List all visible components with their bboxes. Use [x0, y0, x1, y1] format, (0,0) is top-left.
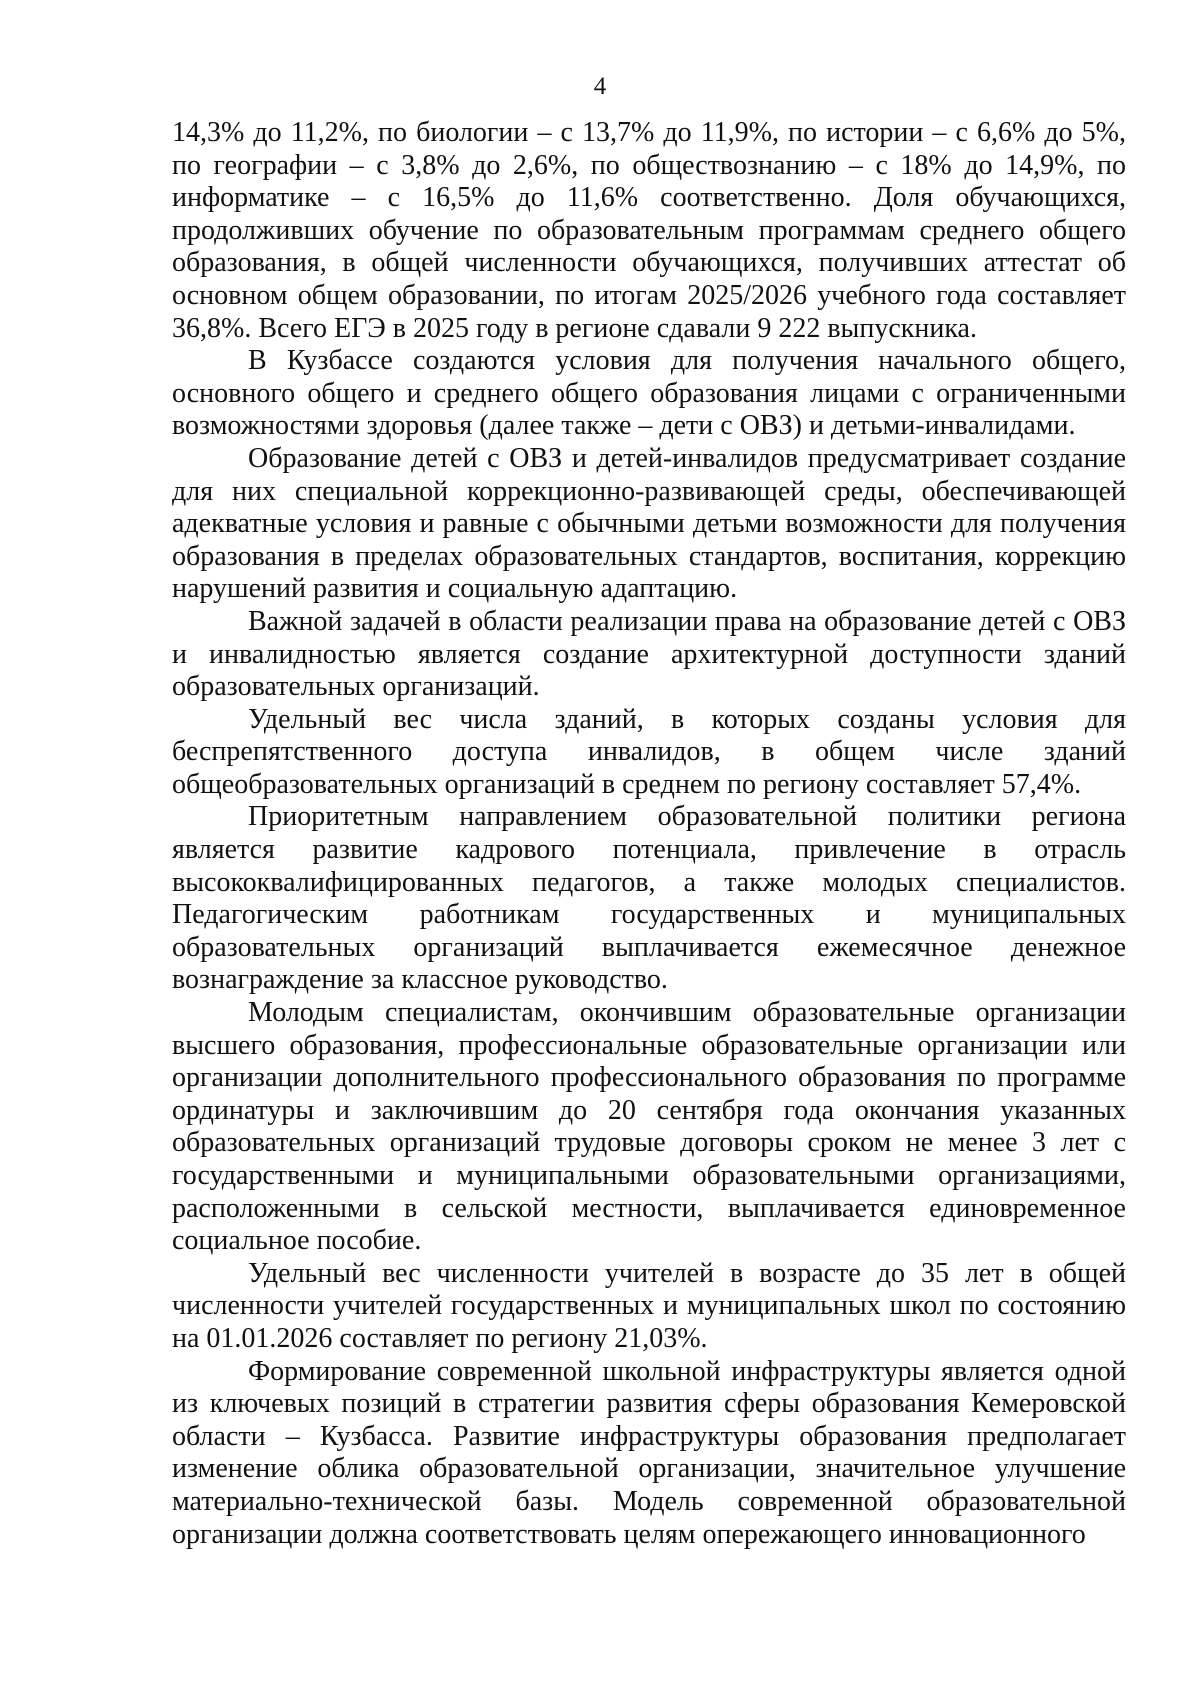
paragraph-education-ovz: Образование детей с ОВЗ и детей-инвалидов предусматривает создание для них специальной коррекционно-развивающей среды, обеспечивающей адекватные условия и равные с обычными детьми возможности для получения образования в пределах образовательных стандартов, воспитания, коррекцию нарушений развития и социальную адаптацию.: [172, 442, 1126, 605]
paragraph-staff-policy: Приоритетным направлением образовательной политики региона является развитие кадрового потенциала, привлечение в отрасль высококвалифицированных педагогов, а также молодых специалистов. Педагогическим работникам государственных и муниципальных образовательных организаций выплачивается ежемесячное денежное вознаграждение за классное руководство.: [172, 801, 1126, 996]
paragraph-teachers-under-35: Удельный вес численности учителей в возрасте до 35 лет в общей численности учителей государственных и муниципальных школ по состоянию на 01.01.2026 составляет по региону 21,03%.: [172, 1257, 1126, 1354]
paragraph-conditions-ovz: В Кузбассе создаются условия для получения начального общего, основного общего и среднего общего образования лицами с ограниченными возможностями здоровья (далее также – дети с ОВЗ) и детьми-инвалидами.: [172, 345, 1126, 442]
paragraph-architectural-access: Важной задачей в области реализации права на образование детей с ОВЗ и инвалидностью является создание архитектурной доступности зданий образовательных организаций.: [172, 605, 1126, 703]
page-number: 4: [593, 73, 607, 100]
document-body: [172, 117, 1126, 1551]
paragraph-buildings-share: Удельный вес числа зданий, в которых созданы условия для беспрепятственного доступа инвалидов, в общем числе зданий общеобразовательных организаций в среднем по региону составляет 57,4%.: [172, 703, 1126, 800]
paragraph-young-specialists: Молодым специалистам, окончившим образовательные организации высшего образования, профессиональные образовательные организации или организации дополнительного профессионального образования по программе ординатуры и заключившим до 20 сентября года окончания указанных образовательных организаций трудовые договоры сроком не менее 3 лет с государственными и муниципальными образовательными организациями, расположенными в сельской местности, выплачивается единовременное социальное пособие.: [172, 997, 1126, 1257]
paragraph-school-infrastructure: Формирование современной школьной инфраструктуры является одной из ключевых позиций в стратегии развития сферы образования Кемеровской области – Кузбасса. Развитие инфраструктуры образования предполагает изменение облика образовательной организации, значительное улучшение материально-технической базы. Модель современной образовательной организации должна соответствовать целям опережающего инновационного: [172, 1355, 1126, 1550]
paragraph-continued: 14,3% до 11,2%, по биологии – с 13,7% до 11,9%, по истории – с 6,6% до 5%, по географии – с 3,8% до 2,6%, по обществознанию – с 18% до 14,9%, по информатике – с 16,5% до 11,6% соответственно. Доля обучающихся, продолживших обучение по образовательным программам среднего общего образования, в общей численности обучающихся, получивших аттестат об основном общем образовании, по итогам 2025/2026 учебного года составляет 36,8%. Всего ЕГЭ в 2025 году в регионе сдавали 9 222 выпускника.: [172, 117, 1126, 344]
